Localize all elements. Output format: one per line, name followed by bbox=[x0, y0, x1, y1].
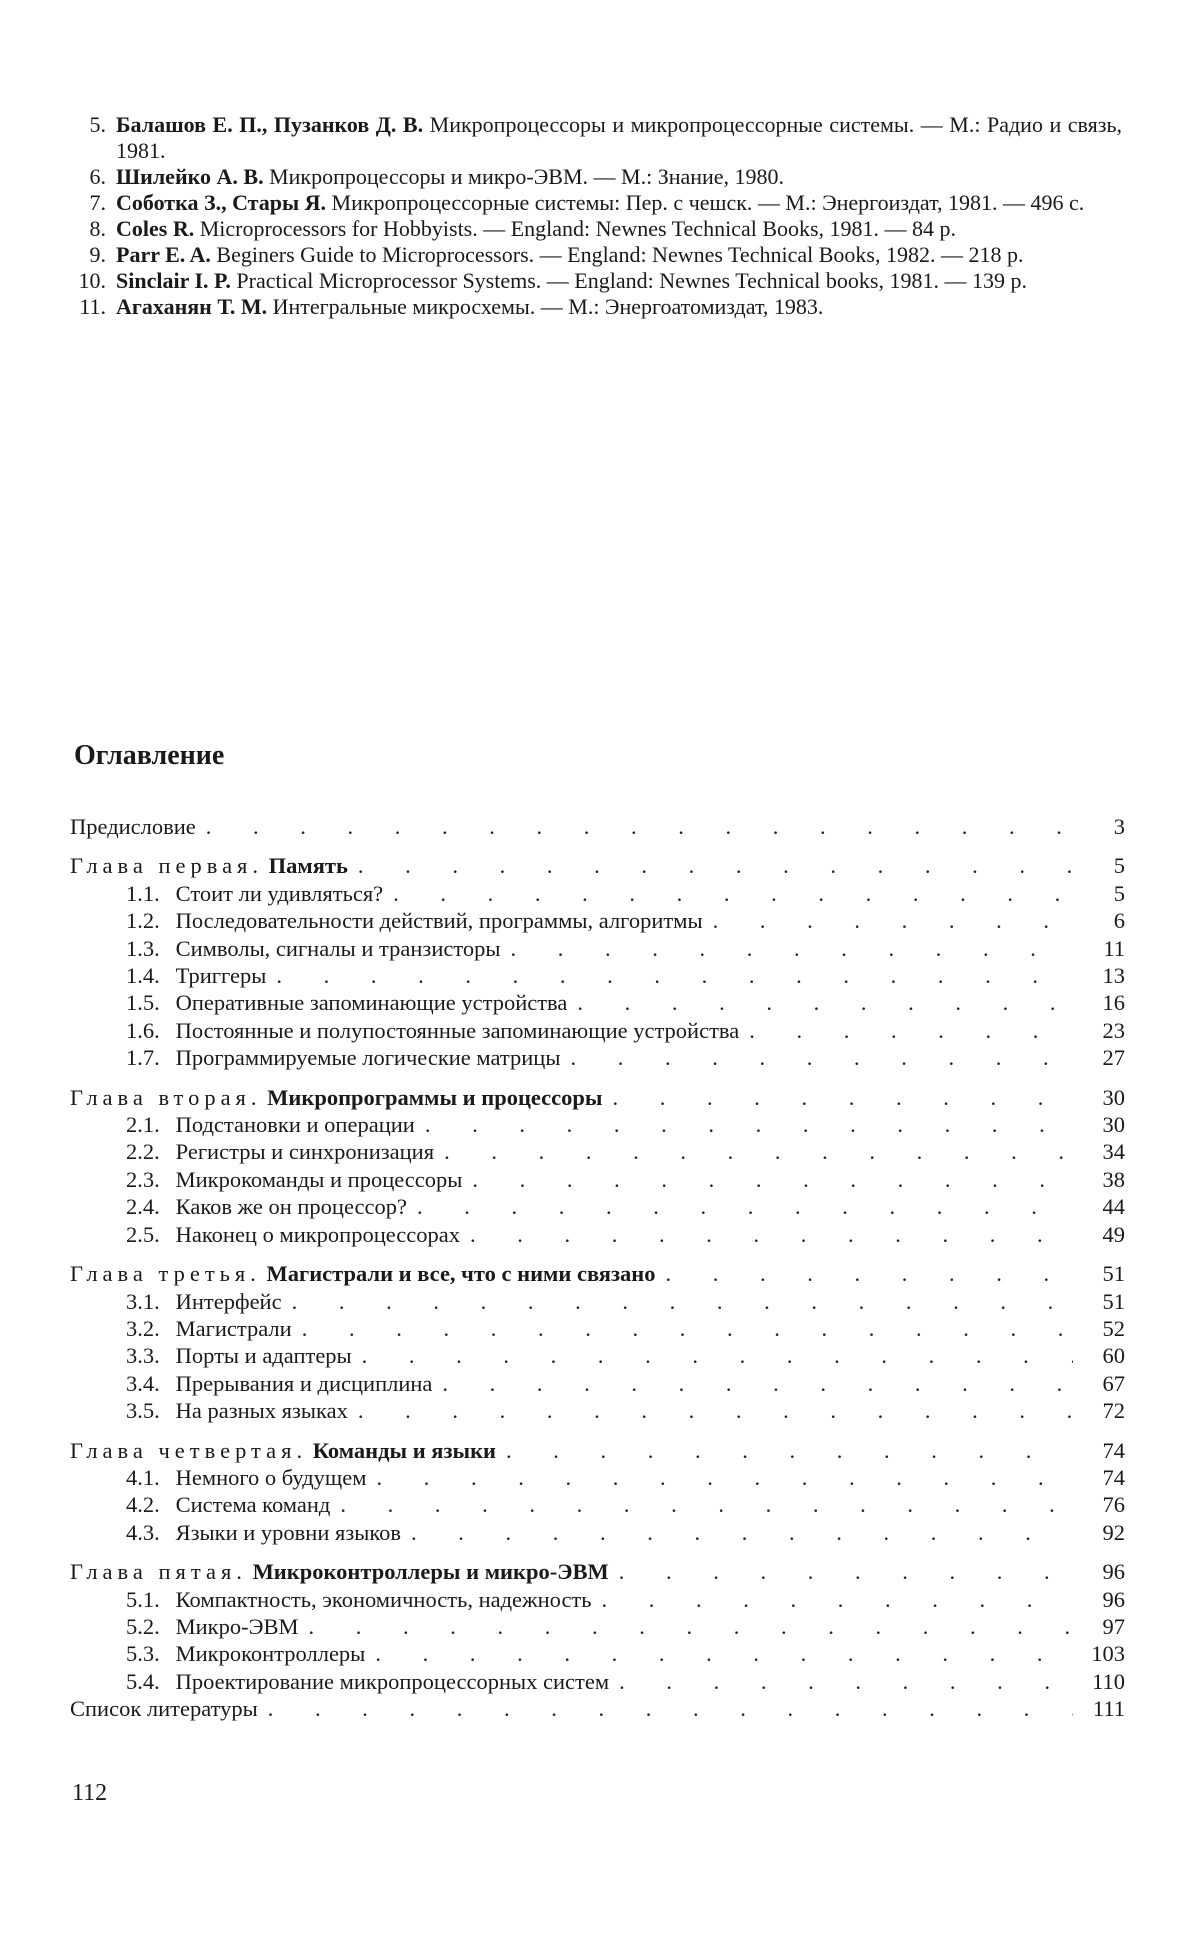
dot-leader bbox=[268, 1695, 1073, 1722]
section-title: Прерывания и дисциплина bbox=[175, 1370, 433, 1396]
section-title: Микрокоманды и процессоры bbox=[175, 1166, 463, 1192]
reference-author: Агаханян Т. М. bbox=[116, 294, 268, 319]
section-number: 3.1. bbox=[126, 1288, 160, 1314]
toc-entry-label bbox=[126, 907, 703, 934]
dot-leader bbox=[292, 1288, 1073, 1315]
section-title: Микро-ЭВМ bbox=[175, 1613, 299, 1639]
toc-chapter-row bbox=[70, 1558, 1125, 1585]
section-title: Немного о будущем bbox=[175, 1464, 367, 1490]
toc-entry-label bbox=[126, 1044, 560, 1071]
toc-entry-label bbox=[126, 1315, 292, 1342]
toc-section-row bbox=[70, 1044, 1125, 1071]
section-title: Порты и адаптеры bbox=[175, 1343, 352, 1369]
section-number: 2.3. bbox=[126, 1166, 160, 1192]
reference-text bbox=[116, 268, 1122, 294]
section-number: 2.4. bbox=[126, 1194, 160, 1220]
toc-section-row bbox=[70, 1315, 1125, 1342]
chapter-title: Память bbox=[268, 853, 348, 879]
chapter-number: Глава вторая. bbox=[70, 1084, 262, 1110]
toc-section-row bbox=[70, 1464, 1125, 1491]
dot-leader bbox=[570, 1044, 1073, 1071]
section-title: Символы, сигналы и транзисторы bbox=[175, 935, 501, 961]
toc-entry-label bbox=[126, 1342, 352, 1369]
toc-entry-label bbox=[126, 935, 501, 962]
dot-leader bbox=[577, 989, 1073, 1016]
reference-number: 7. bbox=[89, 190, 106, 215]
reference-author: Соботка З., Стары Я. bbox=[116, 190, 327, 215]
section-number: 3.4. bbox=[126, 1370, 160, 1396]
section-number: 1.3. bbox=[126, 935, 160, 961]
toc-page-number: 51 bbox=[1102, 1261, 1125, 1287]
chapter-title: Предисловие bbox=[70, 814, 196, 839]
toc-title: Оглавление bbox=[74, 740, 225, 771]
toc-section-row bbox=[70, 1586, 1125, 1613]
toc-section-row bbox=[70, 1491, 1125, 1518]
reference-title: Микропроцессоры и микропроцессорные системы. — М.: Радио и связь, 1981. bbox=[116, 112, 1122, 163]
chapter-title: Список литературы bbox=[70, 1696, 258, 1722]
section-title: Программируемые логические матрицы bbox=[175, 1045, 561, 1071]
toc-entry-label bbox=[126, 1613, 298, 1640]
toc-page-number: 51 bbox=[1102, 1288, 1125, 1314]
dot-leader bbox=[340, 1491, 1073, 1518]
toc-section-row bbox=[70, 1221, 1125, 1248]
dot-leader bbox=[308, 1613, 1073, 1640]
section-number: 1.2. bbox=[126, 908, 160, 934]
chapter-title: Команды и языки bbox=[312, 1437, 497, 1463]
dot-leader bbox=[612, 1084, 1073, 1111]
toc-entry-label bbox=[126, 1166, 462, 1193]
toc-page-number: 96 bbox=[1102, 1586, 1125, 1612]
reference-item bbox=[62, 112, 1122, 164]
toc-page-number: 30 bbox=[1102, 1084, 1125, 1110]
section-number: 3.2. bbox=[126, 1315, 160, 1341]
reference-author: Шилейко А. В. bbox=[116, 164, 264, 189]
toc-section-row bbox=[70, 1613, 1125, 1640]
dot-leader bbox=[619, 1558, 1073, 1585]
section-number: 5.3. bbox=[126, 1641, 160, 1667]
toc-page-number: 74 bbox=[1102, 1464, 1125, 1490]
section-number: 2.2. bbox=[126, 1139, 160, 1165]
toc-entry-label bbox=[70, 852, 348, 879]
section-title: Магистрали bbox=[175, 1315, 292, 1341]
dot-leader bbox=[393, 880, 1073, 907]
dot-leader bbox=[358, 1397, 1073, 1424]
toc-page-number: 49 bbox=[1102, 1221, 1125, 1247]
table-of-contents bbox=[70, 813, 1125, 1723]
section-title: Триггеры bbox=[175, 963, 267, 989]
toc-page-number: 110 bbox=[1092, 1668, 1125, 1694]
toc-entry-label bbox=[126, 1519, 401, 1546]
toc-entry-label bbox=[70, 813, 196, 840]
toc-entry-label bbox=[126, 1111, 415, 1138]
reference-author: Балашов Е. П., Пузанков Д. В. bbox=[116, 112, 424, 137]
toc-entry-label bbox=[70, 1084, 602, 1111]
toc-page-number: 6 bbox=[1113, 908, 1125, 934]
toc-page-number: 97 bbox=[1102, 1613, 1125, 1639]
toc-chapter-row bbox=[70, 1260, 1125, 1287]
section-number: 5.1. bbox=[126, 1586, 160, 1612]
chapter-title: Магистрали и все, что с ними связано bbox=[266, 1261, 656, 1287]
section-title: Постоянные и полупостоянные запоминающие устройства bbox=[175, 1017, 740, 1043]
toc-section-row bbox=[70, 1397, 1125, 1424]
toc-page-number: 74 bbox=[1102, 1437, 1125, 1463]
reference-title: Микропроцессорные системы: Пер. с чешск. — М.: Энергоиздат, 1981. — 496 с. bbox=[326, 190, 1085, 215]
toc-section-row bbox=[70, 1370, 1125, 1397]
toc-page-number: 96 bbox=[1102, 1559, 1125, 1585]
chapter-title: Микропрограммы и процессоры bbox=[267, 1084, 603, 1110]
chapter-title: Микроконтроллеры и микро-ЭВМ bbox=[252, 1559, 609, 1585]
toc-chapter-row bbox=[70, 1084, 1125, 1111]
section-number: 5.4. bbox=[126, 1668, 160, 1694]
section-number: 2.1. bbox=[126, 1112, 160, 1138]
section-number: 4.1. bbox=[126, 1464, 160, 1490]
section-title: Стоит ли удивляться? bbox=[175, 880, 384, 906]
toc-page-number: 13 bbox=[1102, 963, 1125, 989]
toc-page-number: 44 bbox=[1102, 1194, 1125, 1220]
toc-section-row bbox=[70, 1342, 1125, 1369]
dot-leader bbox=[411, 1519, 1073, 1546]
reference-text bbox=[116, 242, 1122, 268]
toc-section-row bbox=[70, 1640, 1125, 1667]
reference-text bbox=[116, 216, 1122, 242]
reference-number: 9. bbox=[89, 242, 106, 267]
section-title: Последовательности действий, программы, алгоритмы bbox=[175, 908, 703, 934]
toc-section-row bbox=[70, 1519, 1125, 1546]
section-title: Каков же он процессор? bbox=[175, 1194, 407, 1220]
dot-leader bbox=[362, 1342, 1073, 1369]
section-number: 1.4. bbox=[126, 963, 160, 989]
dot-leader bbox=[444, 1138, 1073, 1165]
section-title: Интерфейс bbox=[175, 1288, 282, 1314]
section-number: 1.1. bbox=[126, 880, 160, 906]
toc-entry-label bbox=[126, 880, 383, 907]
section-number: 3.5. bbox=[126, 1398, 160, 1424]
toc-page-number: 27 bbox=[1102, 1045, 1125, 1071]
reference-author: Parr E. A. bbox=[116, 242, 211, 267]
dot-leader bbox=[425, 1111, 1073, 1138]
toc-chapter-row bbox=[70, 1437, 1125, 1464]
section-number: 3.3. bbox=[126, 1343, 160, 1369]
reference-text bbox=[116, 164, 1122, 190]
toc-page-number: 34 bbox=[1102, 1139, 1125, 1165]
section-number: 2.5. bbox=[126, 1221, 160, 1247]
dot-leader bbox=[470, 1221, 1073, 1248]
toc-page-number: 76 bbox=[1102, 1492, 1125, 1518]
toc-section-row bbox=[70, 1193, 1125, 1220]
section-title: Микроконтроллеры bbox=[175, 1641, 366, 1667]
dot-leader bbox=[713, 907, 1073, 934]
reference-title: Microprocessors for Hobbyists. — England: Newnes Technical Books, 1981. — 84 p. bbox=[194, 216, 957, 241]
section-number: 1.6. bbox=[126, 1017, 160, 1043]
toc-entry-label bbox=[70, 1558, 609, 1585]
reference-title: Practical Microprocessor Systems. — England: Newnes Technical books, 1981. — 139 p. bbox=[230, 268, 1027, 293]
reference-number: 8. bbox=[89, 216, 106, 241]
toc-page-number: 103 bbox=[1091, 1641, 1125, 1667]
dot-leader bbox=[376, 1464, 1073, 1491]
section-title: Наконец о микропроцессорах bbox=[175, 1221, 461, 1247]
section-title: На разных языках bbox=[175, 1398, 348, 1424]
toc-page-number: 11 bbox=[1103, 935, 1125, 961]
reference-title: Beginers Guide to Microprocessors. — England: Newnes Technical Books, 1982. — 218 p. bbox=[210, 242, 1024, 267]
toc-section-row bbox=[70, 989, 1125, 1016]
reference-text bbox=[116, 112, 1122, 164]
reference-item bbox=[62, 190, 1122, 216]
toc-section-row bbox=[70, 1288, 1125, 1315]
section-title: Подстановки и операции bbox=[175, 1112, 415, 1138]
chapter-number: Глава третья. bbox=[70, 1261, 261, 1287]
toc-entry-label bbox=[70, 1437, 496, 1464]
reference-item bbox=[62, 216, 1122, 242]
toc-page-number: 16 bbox=[1102, 990, 1125, 1016]
toc-entry-label bbox=[126, 1370, 432, 1397]
reference-title: Интегральные микросхемы. — М.: Энергоатомиздат, 1983. bbox=[267, 294, 824, 319]
toc-page-number: 5 bbox=[1113, 880, 1125, 906]
section-title: Проектирование микропроцессорных систем bbox=[175, 1668, 610, 1694]
toc-page-number: 52 bbox=[1102, 1315, 1125, 1341]
section-number: 1.7. bbox=[126, 1045, 160, 1071]
section-number: 1.5. bbox=[126, 990, 160, 1016]
toc-entry-label bbox=[126, 1221, 460, 1248]
toc-entry-label bbox=[126, 1668, 609, 1695]
toc-section-row bbox=[70, 880, 1125, 907]
dot-leader bbox=[749, 1017, 1073, 1044]
dot-leader bbox=[665, 1260, 1073, 1287]
toc-page-number: 111 bbox=[1092, 1696, 1125, 1722]
toc-chapter-row bbox=[70, 852, 1125, 879]
toc-page-number: 23 bbox=[1102, 1017, 1125, 1043]
reference-author: Coles R. bbox=[116, 216, 195, 241]
page-number: 112 bbox=[72, 1780, 108, 1806]
toc-entry-label bbox=[126, 1464, 366, 1491]
toc-page-number: 72 bbox=[1102, 1398, 1125, 1424]
toc-section-row bbox=[70, 1017, 1125, 1044]
section-title: Система команд bbox=[175, 1492, 331, 1518]
dot-leader bbox=[442, 1370, 1073, 1397]
toc-entry-label bbox=[126, 962, 266, 989]
toc-entry-label bbox=[126, 1138, 434, 1165]
toc-section-row bbox=[70, 907, 1125, 934]
toc-section-row bbox=[70, 1668, 1125, 1695]
toc-entry-label bbox=[126, 1017, 739, 1044]
dot-leader bbox=[619, 1668, 1073, 1695]
reference-number: 6. bbox=[89, 164, 106, 189]
toc-entry-label bbox=[126, 1288, 282, 1315]
chapter-number: Глава четвертая. bbox=[70, 1437, 308, 1463]
dot-leader bbox=[506, 1437, 1073, 1464]
dot-leader bbox=[511, 935, 1073, 962]
chapter-number: Глава пятая. bbox=[70, 1559, 247, 1585]
chapter-number: Глава первая. bbox=[70, 853, 264, 879]
reference-title: Микропроцессоры и микро-ЭВМ. — М.: Знание, 1980. bbox=[263, 164, 785, 189]
toc-page-number: 38 bbox=[1102, 1166, 1125, 1192]
reference-item bbox=[62, 268, 1122, 294]
toc-entry-label bbox=[126, 1193, 407, 1220]
reference-text bbox=[116, 294, 1122, 320]
toc-page-number: 60 bbox=[1102, 1343, 1125, 1369]
toc-page-number: 30 bbox=[1102, 1112, 1125, 1138]
dot-leader bbox=[472, 1166, 1073, 1193]
reference-number: 10. bbox=[78, 268, 106, 293]
section-number: 4.3. bbox=[126, 1519, 160, 1545]
reference-number: 5. bbox=[89, 112, 106, 137]
dot-leader bbox=[375, 1640, 1073, 1667]
section-number: 4.2. bbox=[126, 1492, 160, 1518]
references-list bbox=[62, 112, 1122, 320]
toc-section-row bbox=[70, 1166, 1125, 1193]
section-title: Регистры и синхронизация bbox=[175, 1139, 435, 1165]
toc-entry-label bbox=[126, 1586, 592, 1613]
toc-entry-label bbox=[126, 1397, 348, 1424]
toc-entry-label bbox=[70, 1695, 258, 1722]
dot-leader bbox=[358, 852, 1073, 879]
toc-page-number: 3 bbox=[1113, 814, 1125, 839]
section-title: Оперативные запоминающие устройства bbox=[175, 990, 568, 1016]
dot-leader bbox=[302, 1315, 1073, 1342]
toc-section-row bbox=[70, 1111, 1125, 1138]
section-number: 5.2. bbox=[126, 1613, 160, 1639]
section-title: Компактность, экономичность, надежность bbox=[175, 1586, 592, 1612]
dot-leader bbox=[276, 962, 1073, 989]
reference-item bbox=[62, 242, 1122, 268]
toc-section-row bbox=[70, 1138, 1125, 1165]
toc-section-row bbox=[70, 962, 1125, 989]
dot-leader bbox=[206, 813, 1073, 840]
reference-text bbox=[116, 190, 1122, 216]
dot-leader bbox=[602, 1586, 1073, 1613]
reference-item bbox=[62, 294, 1122, 320]
toc-chapter-row bbox=[70, 1695, 1125, 1722]
toc-page-number: 67 bbox=[1102, 1370, 1125, 1396]
dot-leader bbox=[417, 1193, 1073, 1220]
reference-item bbox=[62, 164, 1122, 190]
reference-author: Sinclair I. P. bbox=[116, 268, 231, 293]
reference-number: 11. bbox=[79, 294, 106, 319]
toc-chapter-row bbox=[70, 813, 1125, 840]
toc-entry-label bbox=[126, 1491, 330, 1518]
toc-entry-label bbox=[70, 1260, 655, 1287]
section-title: Языки и уровни языков bbox=[175, 1519, 401, 1545]
toc-section-row bbox=[70, 935, 1125, 962]
toc-page-number: 92 bbox=[1102, 1519, 1125, 1545]
toc-entry-label bbox=[126, 1640, 365, 1667]
toc-page-number: 5 bbox=[1113, 853, 1125, 879]
toc-entry-label bbox=[126, 989, 567, 1016]
